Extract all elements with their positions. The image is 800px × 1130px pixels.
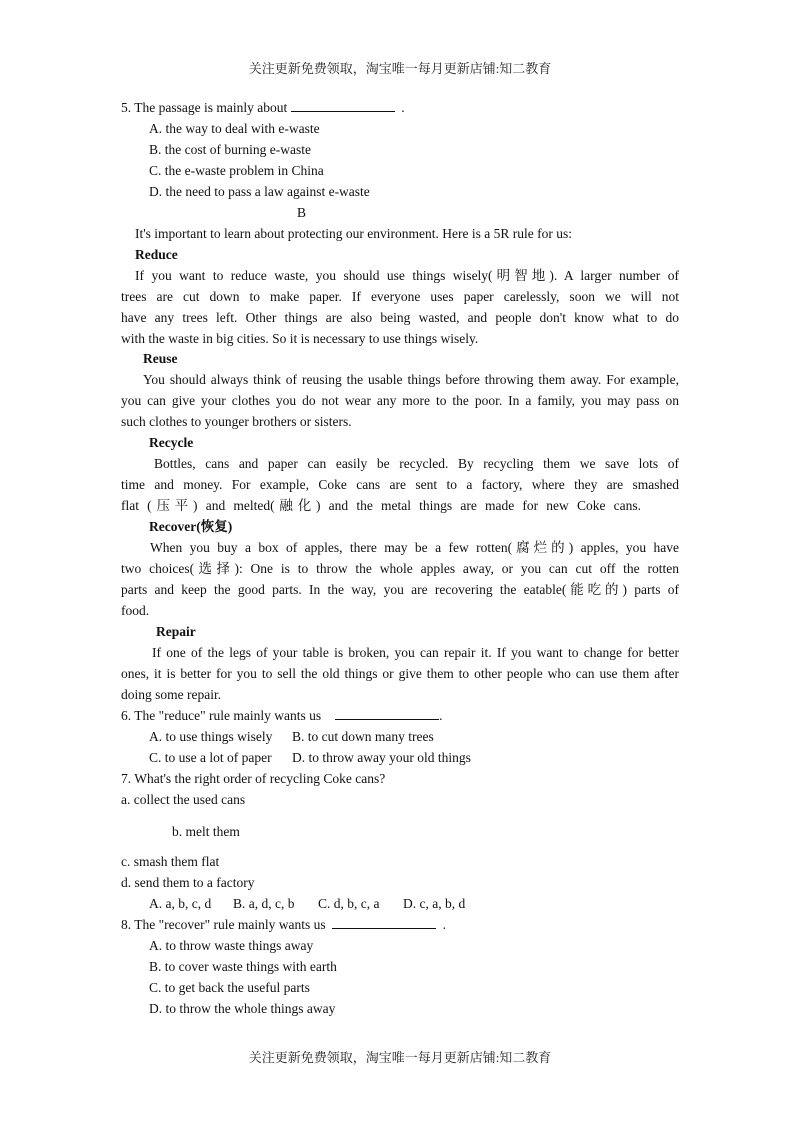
reduce-heading: Reduce [135, 247, 178, 262]
q8-option-c: C. to get back the useful parts [149, 980, 310, 995]
recover-heading: Recover(恢复) [149, 519, 233, 534]
question-7: 7. What's the right order of recycling Coke cans? [121, 771, 386, 786]
recycle-line-2: time and money. For example, Coke cans are sent to a factory, where they are smashed [121, 477, 679, 492]
repair-line-1: If one of the legs of your table is broken, you can repair it. If you want to change for better [152, 645, 679, 660]
q7-step-b: b. melt them [172, 824, 240, 839]
reuse-heading: Reuse [143, 351, 178, 366]
q8-option-a: A. to throw waste things away [149, 938, 314, 953]
recycle-heading: Recycle [149, 435, 194, 450]
reduce-line-1: If you want to reduce waste, you should use things wisely(明智地). A larger number of [135, 268, 679, 283]
page-footer: 关注更新免费领取，淘宝唯一每月更新店铺:知二教育 [248, 1050, 552, 1065]
q5-option-a: A. the way to deal with e-waste [149, 121, 320, 136]
q7-step-c: c. smash them flat [121, 854, 220, 869]
reuse-line-3: such clothes to younger brothers or sisters. [121, 414, 352, 429]
section-letter: B [297, 205, 307, 220]
q6-end: . [439, 708, 443, 723]
question-8 [121, 917, 446, 933]
q7-option-b: B. a, d, c, b [233, 896, 295, 911]
q6-option-a: A. to use things wisely [149, 729, 273, 744]
repair-line-3: doing some repair. [121, 687, 222, 702]
q5-option-d: D. the need to pass a law against e-waste [149, 184, 370, 199]
reduce-line-3: have any trees left. Other things are also being wasted, and people don't know what to do [121, 310, 679, 325]
question-5 [121, 100, 405, 116]
q5-option-b: B. the cost of burning e-waste [149, 142, 311, 157]
recover-line-4: food. [121, 603, 150, 618]
q7-option-c: C. d, b, c, a [318, 896, 380, 911]
intro-text: It's important to learn about protecting our environment. Here is a 5R rule for us: [135, 226, 572, 241]
recover-line-2: two choices(选择): One is to throw the whole apples away, or you can cut off the rotten [121, 561, 679, 576]
q7-option-d: D. c, a, b, d [403, 896, 466, 911]
q6-stem: 6. The "reduce" rule mainly wants us [121, 708, 322, 723]
question-6 [121, 708, 442, 724]
q5-option-c: C. the e-waste problem in China [149, 163, 324, 178]
q8-option-b: B. to cover waste things with earth [149, 959, 337, 974]
q8-end: . [442, 917, 446, 932]
q7-step-d: d. send them to a factory [121, 875, 255, 890]
page-header: 关注更新免费领取，淘宝唯一每月更新店铺:知二教育 [248, 61, 552, 76]
q5-blank [291, 100, 395, 112]
q6-option-b: B. to cut down many trees [292, 729, 434, 744]
q7-step-a: a. collect the used cans [121, 792, 246, 807]
reduce-line-4: with the waste in big cities. So it is necessary to use things wisely. [121, 331, 479, 346]
q5-end: . [401, 100, 405, 115]
recycle-line-1: Bottles, cans and paper can easily be recycled. By recycling them we save lots of [154, 456, 679, 471]
reuse-line-2: you can give your clothes you do not wear any more to the poor. In a family, you may pass on [121, 393, 679, 408]
recover-line-1: When you buy a box of apples, there may be a few rotten(腐烂的) apples, you have [150, 540, 679, 555]
recycle-line-3: flat (压平) and melted(融化) and the metal things are made for new Coke cans. [121, 498, 641, 513]
q6-option-d: D. to throw away your old things [292, 750, 471, 765]
q5-stem: 5. The passage is mainly about [121, 100, 288, 115]
repair-heading: Repair [156, 624, 196, 639]
q6-option-c: C. to use a lot of paper [149, 750, 272, 765]
q6-blank [335, 708, 439, 720]
reduce-line-2: trees are cut down to make paper. If everyone uses paper carelessly, soon we will not [121, 289, 679, 304]
q8-option-d: D. to throw the whole things away [149, 1001, 336, 1016]
reuse-line-1: You should always think of reusing the usable things before throwing them away. For example, [143, 372, 679, 387]
recover-line-3: parts and keep the good parts. In the way, you are recovering the eatable(能吃的) parts of [121, 582, 679, 597]
q7-option-a: A. a, b, c, d [149, 896, 212, 911]
q8-stem: 8. The "recover" rule mainly wants us [121, 917, 326, 932]
repair-line-2: ones, it is better for you to sell the old things or give them to other people who can use them after [121, 666, 679, 681]
q8-blank [332, 917, 436, 929]
